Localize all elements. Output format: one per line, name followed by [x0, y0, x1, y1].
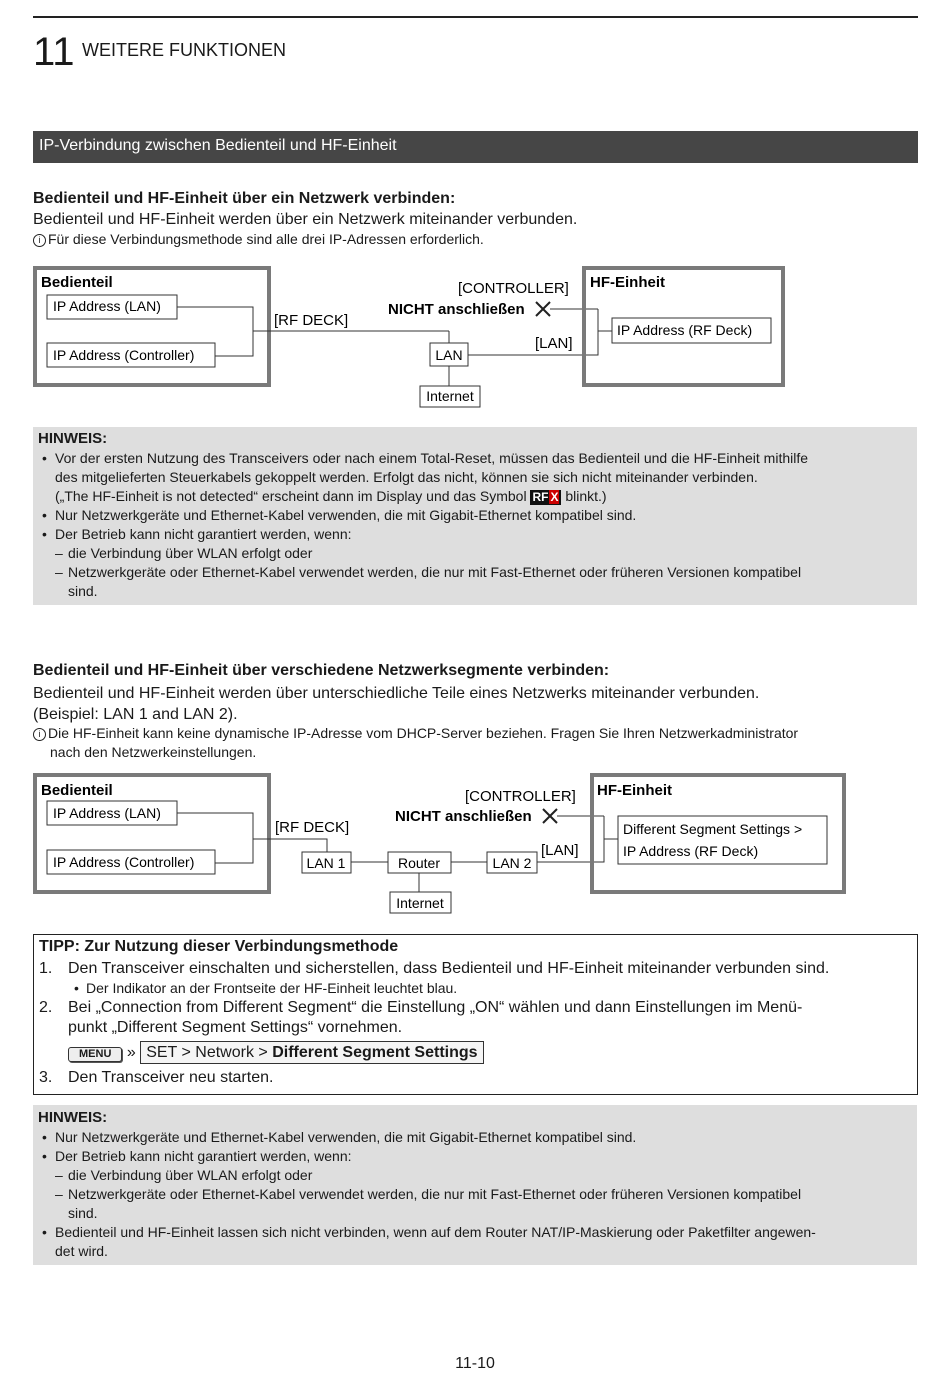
- info-icon: i: [33, 234, 46, 247]
- internet-label: Internet: [396, 895, 444, 911]
- section1-heading: Bedienteil und HF-Einheit über ein Netzwerk verbinden:: [33, 190, 456, 207]
- rf-deck-label: [RF DECK]: [274, 312, 349, 329]
- menu-path-box: SET > Network > Different Segment Settings: [140, 1041, 483, 1064]
- lan1-label: LAN 1: [306, 855, 346, 871]
- section1-text: Bedienteil und HF-Einheit werden über ein Netzwerk miteinander verbunden.: [33, 211, 578, 228]
- ip-rf-deck-label: IP Address (RF Deck): [617, 322, 753, 338]
- internet-label: Internet: [426, 388, 474, 404]
- controller-label: [CONTROLLER]: [458, 280, 569, 297]
- tipp-box: [33, 934, 918, 1095]
- lan-port-label: [LAN]: [535, 335, 573, 352]
- list-item: – Netzwerkgeräte oder Ethernet-Kabel verwendet werden, die nur mit Fast-Ethernet oder früheren Versionen kompatibel sind.: [33, 563, 917, 601]
- hinweis1-title: HINWEIS:: [38, 430, 108, 447]
- list-item: • Nur Netzwerkgeräte und Ethernet-Kabel verwenden, die mit Gigabit-Ethernet kompatibel sind.: [33, 506, 917, 525]
- lan-box-label: LAN: [435, 347, 463, 363]
- hf-einheit-title: HF-Einheit: [597, 782, 672, 799]
- section2-note: i Die HF-Einheit kann keine dynamische IP-Adresse vom DHCP-Server beziehen. Fragen Sie Ihren Netzwerkadministrator nach den Netzwerkeinstellungen.: [33, 724, 798, 762]
- rfx-icon: RF X: [530, 490, 561, 505]
- not-connect-label: NICHT anschließen: [395, 808, 532, 825]
- list-item: – Netzwerkgeräte oder Ethernet-Kabel verwendet werden, die nur mit Fast-Ethernet oder früheren Versionen kompatibel sind.: [33, 1185, 917, 1223]
- tipp-steps: [34, 959, 917, 1088]
- step-3: 3. Den Transceiver neu starten.: [39, 1069, 274, 1086]
- cross-icon: [536, 302, 550, 316]
- section1-note: i Für diese Verbindungsmethode sind alle drei IP-Adressen erforderlich.: [33, 231, 484, 247]
- list-item: • Der Betrieb kann nicht garantiert werden, wenn:: [33, 525, 917, 544]
- chapter-title: WEITERE FUNKTIONEN: [82, 40, 287, 60]
- hinweis2-list: [33, 1128, 917, 1261]
- section2-text: Bedienteil und HF-Einheit werden über unterschiedliche Teile eines Netzwerks miteinander verbunden. (Beispiel: LAN 1 and LAN 2).: [33, 685, 760, 723]
- ip-controller-label: IP Address (Controller): [53, 854, 195, 870]
- lan-port-label: [LAN]: [541, 842, 579, 859]
- menu-path: MENU » SET > Network > Different Segment Settings: [34, 1041, 917, 1064]
- segment-settings-line2: IP Address (RF Deck): [623, 843, 759, 859]
- segment-settings-line1: Different Segment Settings >: [623, 821, 803, 837]
- hinweis1-list: [33, 449, 917, 601]
- controller-label: [CONTROLLER]: [465, 788, 576, 805]
- list-item: • Der Betrieb kann nicht garantiert werden, wenn:: [33, 1147, 917, 1166]
- hinweis2-box: [33, 1105, 917, 1265]
- chapter-number: 11: [33, 30, 75, 74]
- lan2-label: LAN 2: [492, 855, 532, 871]
- diagram-network-segments: [0, 765, 950, 920]
- list-item: – die Verbindung über WLAN erfolgt oder: [33, 544, 917, 563]
- list-item: • Bedienteil und HF-Einheit lassen sich nicht verbinden, wenn auf dem Router NAT/IP-Maskierung oder Paketfilter angewen- det wird.: [33, 1223, 917, 1261]
- hinweis1-box: [33, 427, 917, 605]
- ip-lan-label: IP Address (LAN): [53, 298, 161, 314]
- section2-heading: Bedienteil und HF-Einheit über verschiedene Netzwerksegmente verbinden:: [33, 662, 610, 679]
- not-connect-label: NICHT anschließen: [388, 301, 525, 318]
- info-icon: i: [33, 728, 46, 741]
- section-title: IP-Verbindung zwischen Bedienteil und HF-Einheit: [39, 137, 397, 154]
- list-item: • Nur Netzwerkgeräte und Ethernet-Kabel verwenden, die mit Gigabit-Ethernet kompatibel sind.: [33, 1128, 917, 1147]
- section-title-bar: [33, 131, 918, 163]
- ip-controller-label: IP Address (Controller): [53, 347, 195, 363]
- bedienteil-title: Bedienteil: [41, 782, 113, 799]
- hf-einheit-title: HF-Einheit: [590, 274, 665, 291]
- rf-deck-label: [RF DECK]: [275, 819, 350, 836]
- router-label: Router: [397, 855, 441, 871]
- tipp-title: TIPP: Zur Nutzung dieser Verbindungsmethode: [39, 938, 399, 955]
- rf-deck-line: [253, 839, 327, 852]
- hinweis2-title: HINWEIS:: [38, 1109, 108, 1126]
- menu-key-icon: MENU: [68, 1047, 122, 1062]
- diagram-network-connection: [0, 255, 950, 415]
- step-1: 1. Den Transceiver einschalten und sicherstellen, dass Bedienteil und HF-Einheit miteinander verbunden sind.: [39, 960, 830, 977]
- step-1-sub: • Der Indikator an der Frontseite der HF-Einheit leuchtet blau.: [74, 980, 458, 996]
- cross-icon: [543, 809, 557, 823]
- step-2: 2. Bei „Connection from Different Segment“ die Einstellung „ON“ wählen und dann Einstellungen im Menü- punkt „Different Segment Settings“ vornehmen.: [39, 999, 803, 1036]
- list-item: • Vor der ersten Nutzung des Transceivers oder nach einem Total-Reset, müssen das Bedienteil und die HF-Einheit mithilfe des mitgelieferten Steuerkabels gekoppelt werden. Erfolgt das nicht, können sie sich nicht miteinander verbinden. („The HF-Einheit is not detected“ erscheint dann im Display und das Symbol RF X blinkt.): [33, 449, 917, 506]
- header-rule: [33, 16, 918, 18]
- page-number: 11-10: [455, 1355, 495, 1372]
- list-item: – die Verbindung über WLAN erfolgt oder: [33, 1166, 917, 1185]
- bedienteil-title: Bedienteil: [41, 274, 113, 291]
- ip-lan-label: IP Address (LAN): [53, 805, 161, 821]
